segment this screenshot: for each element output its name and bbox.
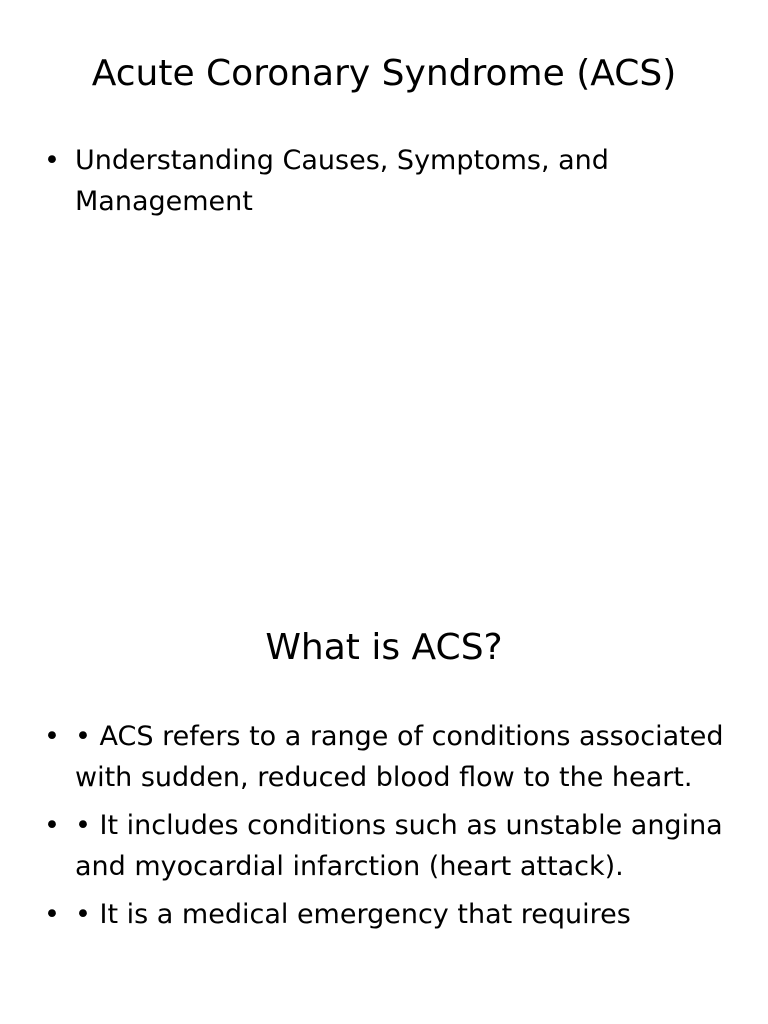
bullet-text: • It is a medical emergency that requires [75,899,631,930]
bullet-text: • ACS refers to a range of conditions associated with sudden, reduced blood flow to the heart. [75,721,724,793]
slide-2 [0,512,768,1024]
bullet-item [40,716,730,798]
bullet-marker: • [44,810,60,841]
bullet-text: • It includes conditions such as unstable angina and myocardial infarction (heart attack). [75,810,723,882]
bullet-marker: • [44,721,60,752]
bullet-text: Understanding Causes, Symptoms, and Management [75,145,609,217]
bullet-item [40,140,730,222]
bullet-marker: • [44,899,60,930]
bullet-marker: • [44,145,60,176]
slide-title: Acute Coronary Syndrome (ACS) [91,53,677,94]
slide-title: What is ACS? [265,627,503,668]
bullet-list [40,716,730,942]
bullet-list [40,140,730,229]
bullet-item [40,894,730,935]
bullet-item [40,805,730,887]
